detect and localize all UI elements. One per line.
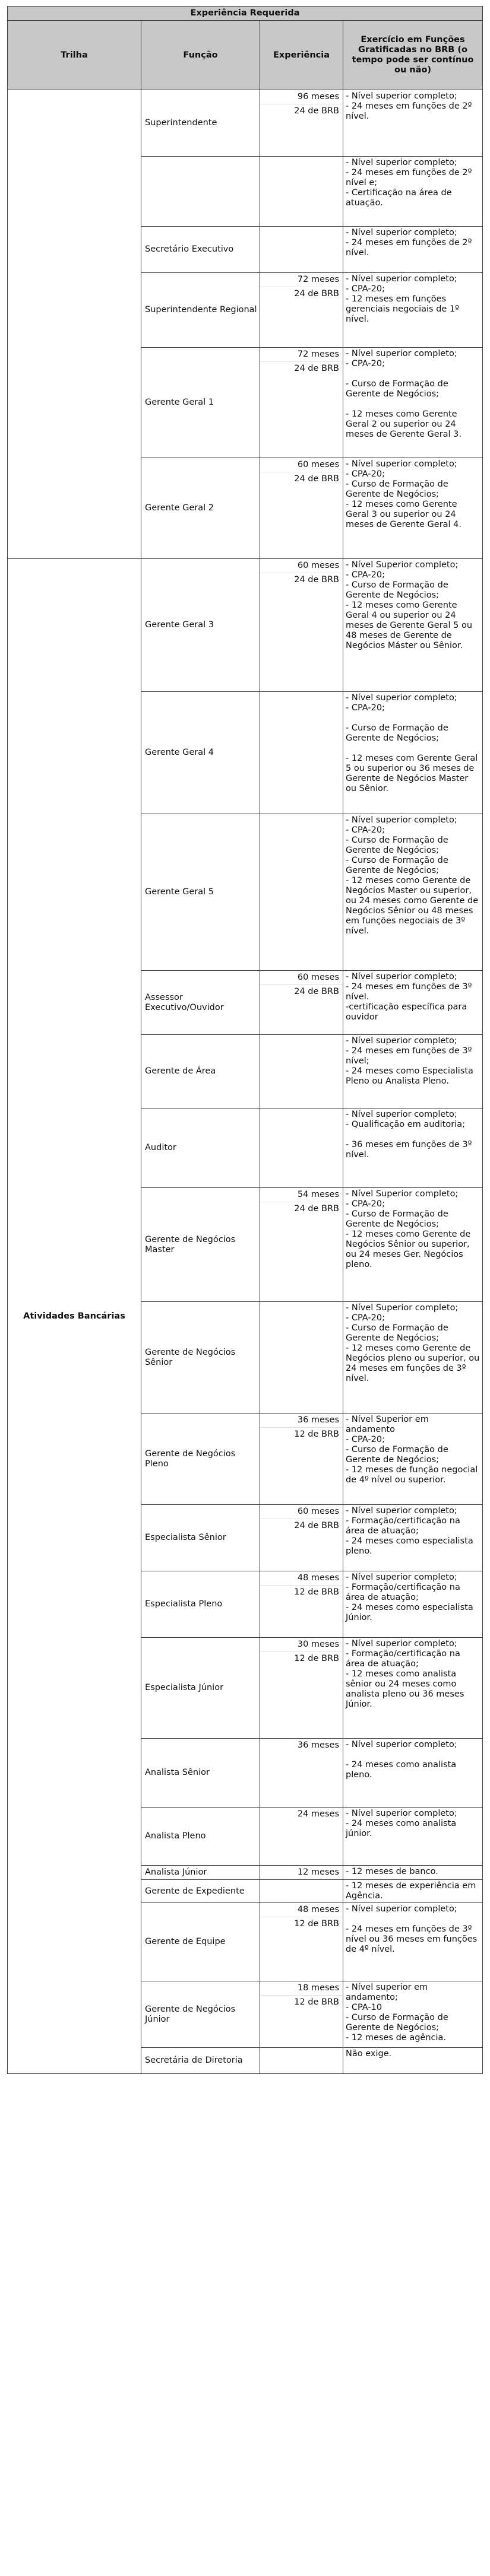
requirement-line: - Curso de Formação de Gerente de Negócios; (346, 1445, 448, 1465)
requirement-line: - Certificação na área de atuação. (346, 188, 452, 208)
exercicio-cell (343, 2048, 483, 2074)
experiencia-cell (260, 1414, 343, 1505)
exercicio-cell (343, 1188, 483, 1302)
header-trilha: Trilha (8, 21, 141, 90)
requirement-line: - CPA-20; (346, 469, 385, 479)
requirement-line: - 24 meses como analista júnior. (346, 1819, 457, 1838)
requirement-line: - Nível superior completo; (346, 1639, 457, 1648)
requirement-line: - Nível Superior completo; (346, 560, 459, 570)
experiencia-cell (260, 1866, 343, 1880)
requirement-line: - CPA-20; (346, 825, 385, 835)
requirement-line: - Nível superior completo; (346, 1809, 457, 1818)
requirement-line: -certificação específica para ouvidor (346, 1002, 467, 1022)
exercicio-cell (343, 348, 483, 458)
requirement-line: - CPA-20; (346, 703, 385, 713)
exercicio-cell (343, 1414, 483, 1505)
experiencia-value: 60 meses (297, 1507, 339, 1516)
experiencia-value: 48 meses (297, 1905, 339, 1914)
requirement-line: - Curso de Formação de Gerente de Negócios; (346, 2013, 448, 2032)
requirement-line: - Nível superior completo; (346, 693, 457, 703)
requirement-line: - 24 meses como analista pleno. (346, 1760, 457, 1780)
requirement-line: - Nível superior completo; (346, 1573, 457, 1582)
experiencia-value: 12 de BRB (260, 1917, 343, 1931)
exercicio-cell (343, 1903, 483, 1981)
requirement-line: - Formação/certificação na área de atuação; (346, 1516, 460, 1536)
experiencia-value: 18 meses (297, 1983, 339, 1993)
requirement-line: - 24 meses em funções de 2º nível. (346, 238, 472, 258)
table-row (8, 90, 483, 157)
requirement-line: - CPA-10 (346, 2003, 382, 2012)
funcao-cell: Especialista Sênior (141, 1505, 260, 1571)
funcao-cell: Analista Pleno (141, 1808, 260, 1866)
requirement-line (346, 1750, 480, 1760)
funcao-cell: Secretário Executivo (141, 227, 260, 273)
funcao-cell: Analista Sênior (141, 1739, 260, 1808)
experiencia-cell (260, 1571, 343, 1638)
experience-table (7, 6, 483, 2074)
funcao-cell: Gerente Geral 4 (141, 692, 260, 814)
experiencia-cell (260, 1880, 343, 1903)
requirement-line: - 12 meses como Gerente de Negócios pleno ou superior, ou 24 meses em funções de 3º nível. (346, 1343, 480, 1383)
requirement-line: - Nível superior completo; (346, 1506, 457, 1516)
funcao-cell: Gerente de Negócios Sênior (141, 1302, 260, 1414)
exercicio-cell (343, 1505, 483, 1571)
requirement-line: - 24 meses como Especialista Pleno ou Analista Pleno. (346, 1066, 473, 1086)
experiencia-value: 24 de BRB (260, 472, 343, 486)
experiencia-value: 12 de BRB (260, 1427, 343, 1441)
experiencia-value: 24 de BRB (260, 1202, 343, 1216)
requirement-line: - Nível superior completo; (346, 158, 457, 167)
experiencia-value: 48 meses (297, 1573, 339, 1583)
experiencia-value: 12 de BRB (260, 1995, 343, 2009)
experiencia-cell (260, 559, 343, 692)
requirement-line: - Nível Superior completo; (346, 1189, 459, 1199)
requirement-line: - 24 meses como especialista pleno. (346, 1536, 473, 1556)
header-funcao: Função (141, 21, 260, 90)
requirement-line: - 12 meses de agência. (346, 2033, 447, 2043)
experiencia-cell (260, 458, 343, 559)
funcao-cell: Superintendente (141, 90, 260, 157)
requirement-line: - 12 meses de experiência em Agência. (346, 1881, 476, 1901)
requirement-line: - 12 meses de banco. (346, 1867, 438, 1876)
experiencia-value: 96 meses (297, 92, 339, 101)
requirement-line: - Nível superior completo; (346, 1110, 457, 1119)
funcao-cell: Gerente Geral 3 (141, 559, 260, 692)
funcao-cell: Gerente de Equipe (141, 1903, 260, 1981)
table-row (8, 559, 483, 692)
exercicio-cell (343, 90, 483, 157)
requirement-line: - CPA-20; (346, 570, 385, 580)
experiencia-cell (260, 1981, 343, 2048)
requirement-line: - 24 meses em funções de 3º nível; (346, 1046, 472, 1066)
requirement-line: - CPA-20; (346, 1313, 385, 1323)
exercicio-cell (343, 157, 483, 227)
experiencia-value: 60 meses (297, 973, 339, 982)
requirement-line: - 12 meses como Gerente Geral 3 ou superior ou 24 meses de Gerente Geral 4. (346, 500, 462, 529)
requirement-line: - 24 meses em funções de 3º nível. (346, 982, 472, 1002)
requirement-line: - Nível superior em andamento; (346, 1983, 428, 2002)
exercicio-cell (343, 814, 483, 971)
funcao-cell: Gerente de Negócios Pleno (141, 1414, 260, 1505)
exercicio-cell (343, 1981, 483, 2048)
experiencia-cell (260, 1035, 343, 1108)
header-exercicio: Exercício em Funções Gratificadas no BRB (o tempo pode ser contínuo ou não) (343, 21, 483, 90)
requirement-line (346, 713, 480, 723)
requirement-line: - Curso de Formação de Gerente de Negócios; (346, 1209, 448, 1229)
experiencia-cell (260, 273, 343, 348)
funcao-cell: Gerente de Expediente (141, 1880, 260, 1903)
experiencia-value: 24 de BRB (260, 287, 343, 301)
requirement-line: - Curso de Formação de Gerente de Negócios; (346, 479, 448, 499)
exercicio-cell (343, 1571, 483, 1638)
experiencia-cell (260, 1108, 343, 1188)
funcao-cell (141, 157, 260, 227)
funcao-cell: Gerente de Negócios Júnior (141, 1981, 260, 2048)
requirement-line: - 12 meses com Gerente Geral 5 ou superior ou 36 meses de Gerente de Negócios Master ou Sênior. (346, 754, 478, 793)
funcao-cell: Auditor (141, 1108, 260, 1188)
experiencia-cell (260, 1739, 343, 1808)
experiencia-value: 24 de BRB (260, 984, 343, 999)
requirement-line: - Curso de Formação de Gerente de Negócios; (346, 856, 448, 875)
funcao-cell: Especialista Júnior (141, 1638, 260, 1739)
requirement-line: - 24 meses como especialista Júnior. (346, 1603, 473, 1622)
requirement-line: Não exige. (346, 2049, 392, 2059)
requirement-line: - Nível superior completo; (346, 1740, 457, 1749)
requirement-line: - 24 meses em funções de 2º nível. (346, 101, 472, 121)
experiencia-value: 72 meses (297, 275, 339, 284)
funcao-cell: Gerente de Área (141, 1035, 260, 1108)
experiencia-cell (260, 227, 343, 273)
requirement-line: - Nível superior completo; (346, 459, 457, 469)
requirement-line: - CPA-20; (346, 1435, 385, 1444)
exercicio-cell (343, 1739, 483, 1808)
requirement-line: - Nível Superior completo; (346, 1303, 459, 1313)
funcao-cell: Analista Júnior (141, 1866, 260, 1880)
requirement-line: - Nível superior completo; (346, 349, 457, 358)
experiencia-cell (260, 971, 343, 1035)
exercicio-cell (343, 971, 483, 1035)
experiencia-cell (260, 692, 343, 814)
experiencia-cell (260, 90, 343, 157)
requirement-line: - 12 meses como Gerente Geral 2 ou superior ou 24 meses de Gerente Geral 3. (346, 409, 462, 439)
experiencia-cell (260, 157, 343, 227)
funcao-cell: Gerente Geral 5 (141, 814, 260, 971)
exercicio-cell (343, 1638, 483, 1739)
table-title: Experiência Requerida (8, 7, 483, 21)
requirement-line: - Curso de Formação de Gerente de Negócios; (346, 379, 448, 399)
requirement-line: - Curso de Formação de Gerente de Negócios; (346, 1323, 448, 1343)
experiencia-value: 36 meses (297, 1415, 339, 1425)
requirement-line: - 12 meses de função negocial de 4º nível ou superior. (346, 1465, 478, 1485)
exercicio-cell (343, 559, 483, 692)
funcao-cell: Gerente de Negócios Master (141, 1188, 260, 1302)
requirement-line: - CPA-20; (346, 1199, 385, 1209)
requirements-page (7, 6, 482, 2074)
requirement-line: - 24 meses em funções de 2º nível e; (346, 168, 472, 188)
exercicio-cell (343, 692, 483, 814)
funcao-cell: Assessor Executivo/Ouvidor (141, 971, 260, 1035)
experiencia-value: 12 de BRB (260, 1651, 343, 1666)
header-experiencia: Experiência (260, 21, 343, 90)
experiencia-value: 12 de BRB (260, 1585, 343, 1599)
requirement-line (346, 744, 480, 754)
experiencia-value: 24 de BRB (260, 361, 343, 376)
requirement-line: - 24 meses em funções de 3º nível ou 36 meses em funções de 4º nível. (346, 1924, 478, 1954)
experiencia-value: 30 meses (297, 1640, 339, 1649)
requirement-line (346, 1914, 480, 1924)
requirement-line: - Formação/certificação na área de atuação; (346, 1649, 460, 1669)
experiencia-value: 24 de BRB (260, 104, 343, 118)
trilha-cell: Atividades Bancárias (8, 559, 141, 2074)
trilha-cell (8, 90, 141, 559)
exercicio-cell (343, 1808, 483, 1866)
requirement-line: - Nível superior completo; (346, 1036, 457, 1046)
exercicio-cell (343, 1108, 483, 1188)
experiencia-value: 60 meses (297, 460, 339, 469)
exercicio-cell (343, 1866, 483, 1880)
experiencia-value: 72 meses (297, 350, 339, 359)
exercicio-cell (343, 1880, 483, 1903)
experiencia-cell (260, 1302, 343, 1414)
requirement-line: - Nível Superior em andamento (346, 1415, 429, 1434)
requirement-line (346, 399, 480, 409)
experiencia-value: 60 meses (297, 561, 339, 570)
funcao-cell: Especialista Pleno (141, 1571, 260, 1638)
requirement-line: - 12 meses como analista sênior ou 24 meses como analista pleno ou 36 meses Júnior. (346, 1669, 464, 1709)
experiencia-cell (260, 1903, 343, 1981)
requirement-line: - 12 meses como Gerente Geral 4 ou superior ou 24 meses de Gerente Geral 5 ou 48 meses de Gerente de Negócios Máster ou Sênior. (346, 601, 473, 650)
experiencia-value: 24 meses (297, 1809, 339, 1819)
experiencia-cell (260, 1808, 343, 1866)
requirement-line: - 12 meses em funções gerenciais negociais de 1º nível. (346, 294, 460, 324)
requirement-line: - 36 meses em funções de 3º nível. (346, 1140, 472, 1160)
experiencia-cell (260, 1638, 343, 1739)
requirement-line: - Curso de Formação de Gerente de Negócios; (346, 836, 448, 855)
requirement-line: - Nível superior completo; (346, 228, 457, 237)
requirement-line: - 12 meses como Gerente de Negócios Master ou superior, ou 24 meses como Gerente de Negócios Sênior ou 48 meses em funções negociais de 3º nível. (346, 876, 479, 936)
requirement-line: - Nível superior completo; (346, 1904, 457, 1914)
experiencia-cell (260, 2048, 343, 2074)
requirement-line (346, 1130, 480, 1140)
requirement-line: - Curso de Formação de Gerente de Negócios; (346, 580, 448, 600)
requirement-line: - Nível superior completo; (346, 972, 457, 982)
exercicio-cell (343, 227, 483, 273)
experiencia-cell (260, 1505, 343, 1571)
experiencia-cell (260, 1188, 343, 1302)
experiencia-cell (260, 814, 343, 971)
requirement-line: ou 24 meses Ger. Negócios pleno. (346, 1250, 463, 1269)
requirement-line: - 12 meses como Gerente de Negócios Sênior ou superior, (346, 1230, 471, 1249)
requirement-line: - CPA-20; (346, 284, 385, 294)
exercicio-cell (343, 273, 483, 348)
requirement-line: - CPA-20; (346, 359, 385, 369)
funcao-cell: Superintendente Regional (141, 273, 260, 348)
exercicio-cell (343, 1035, 483, 1108)
experiencia-cell (260, 348, 343, 458)
experiencia-value: 24 de BRB (260, 573, 343, 587)
requirement-line: - Formação/certificação na área de atuação; (346, 1583, 460, 1602)
experiencia-value: 12 meses (297, 1867, 339, 1877)
funcao-cell: Gerente Geral 2 (141, 458, 260, 559)
requirement-line: - Nível superior completo; (346, 91, 457, 101)
requirement-line: - Curso de Formação de Gerente de Negócios; (346, 723, 448, 743)
requirement-line: - Nível superior completo; (346, 274, 457, 284)
experiencia-value: 36 meses (297, 1740, 339, 1750)
experiencia-value: 54 meses (297, 1190, 339, 1199)
funcao-cell: Gerente Geral 1 (141, 348, 260, 458)
experiencia-value: 24 de BRB (260, 1519, 343, 1533)
funcao-cell: Secretária de Diretoria (141, 2048, 260, 2074)
table-body (8, 90, 483, 2074)
exercicio-cell (343, 1302, 483, 1414)
requirement-line: - Nível superior completo; (346, 815, 457, 825)
requirement-line (346, 369, 480, 379)
requirement-line: - Qualificação em auditoria; (346, 1120, 465, 1129)
exercicio-cell (343, 458, 483, 559)
